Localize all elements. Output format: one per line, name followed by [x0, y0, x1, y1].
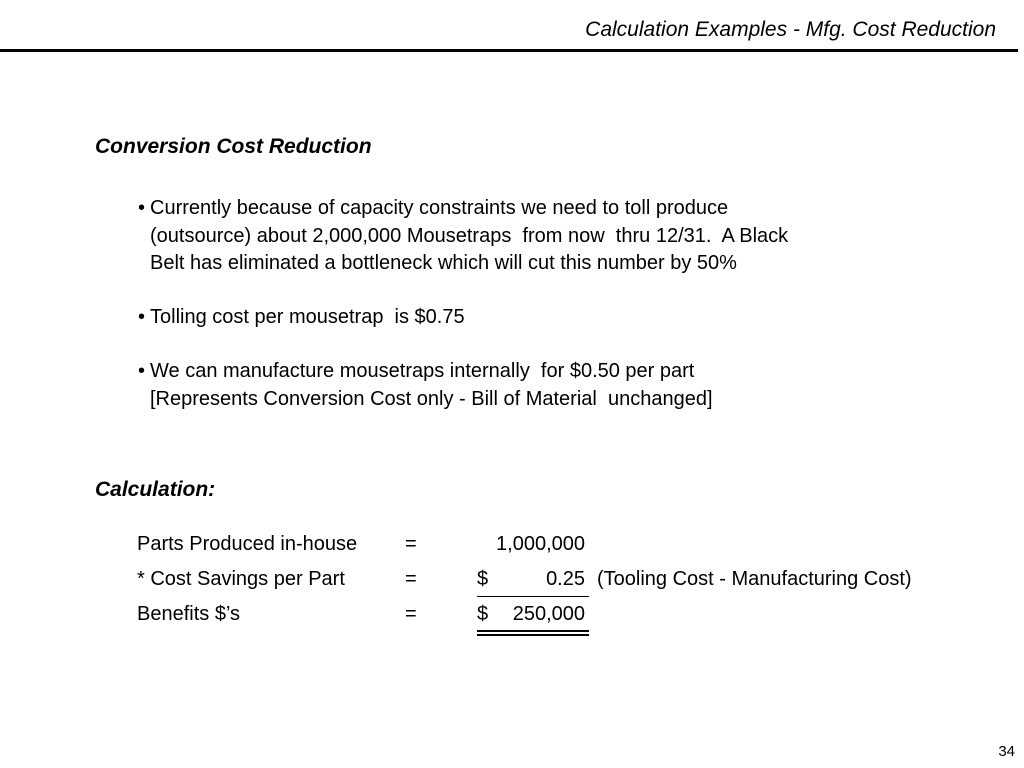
section-heading-calculation: Calculation: — [95, 478, 216, 501]
bullet-line: [Represents Conversion Cost only - Bill of Material unchanged] — [150, 387, 713, 410]
subtotal-underline — [477, 596, 589, 597]
bullet-marker: • — [138, 306, 146, 328]
bullet-item-internal-cost — [138, 358, 713, 413]
bullet-text — [150, 304, 465, 332]
bullet-item-tolling-cost — [138, 304, 465, 332]
calc-label: Parts Produced in-house — [137, 533, 358, 555]
calc-value: 0.25 — [546, 568, 585, 590]
calc-row-benefits — [0, 603, 1024, 633]
calc-equals: = — [405, 568, 417, 590]
bullet-line: We can manufacture mousetraps internally for $0.50 per part — [150, 360, 695, 382]
bullet-marker: • — [138, 360, 146, 382]
title-divider — [0, 49, 1018, 52]
bullet-item-capacity — [138, 195, 788, 278]
bullet-line: Currently because of capacity constraints we need to toll produce — [150, 197, 729, 219]
section-heading-conversion-cost: Conversion Cost Reduction — [95, 135, 372, 158]
slide-title: Calculation Examples - Mfg. Cost Reduction — [585, 18, 996, 41]
calc-currency: $ — [477, 568, 489, 590]
bullet-line: Tolling cost per mousetrap is $0.75 — [150, 306, 465, 328]
total-double-underline-top — [477, 630, 589, 632]
calc-currency: $ — [477, 603, 489, 625]
bullet-text — [150, 358, 713, 413]
total-double-underline-bottom — [477, 634, 589, 636]
bullet-marker: • — [138, 197, 146, 219]
calc-value: 250,000 — [512, 603, 585, 625]
calc-row-parts-produced — [0, 533, 1024, 563]
calc-equals: = — [405, 603, 417, 625]
page-number: 34 — [998, 743, 1015, 760]
calc-value: 1,000,000 — [496, 533, 585, 555]
calc-label: * Cost Savings per Part — [137, 568, 345, 590]
calc-note: (Tooling Cost - Manufacturing Cost) — [597, 568, 912, 590]
calc-equals: = — [405, 533, 417, 555]
calc-label: Benefits $’s — [137, 603, 241, 625]
bullet-text — [150, 195, 788, 278]
bullet-line: Belt has eliminated a bottleneck which will cut this number by 50% — [150, 252, 737, 274]
bullet-line: (outsource) about 2,000,000 Mousetraps from now thru 12/31. A Black — [150, 224, 789, 247]
calc-row-cost-savings — [0, 568, 1024, 598]
